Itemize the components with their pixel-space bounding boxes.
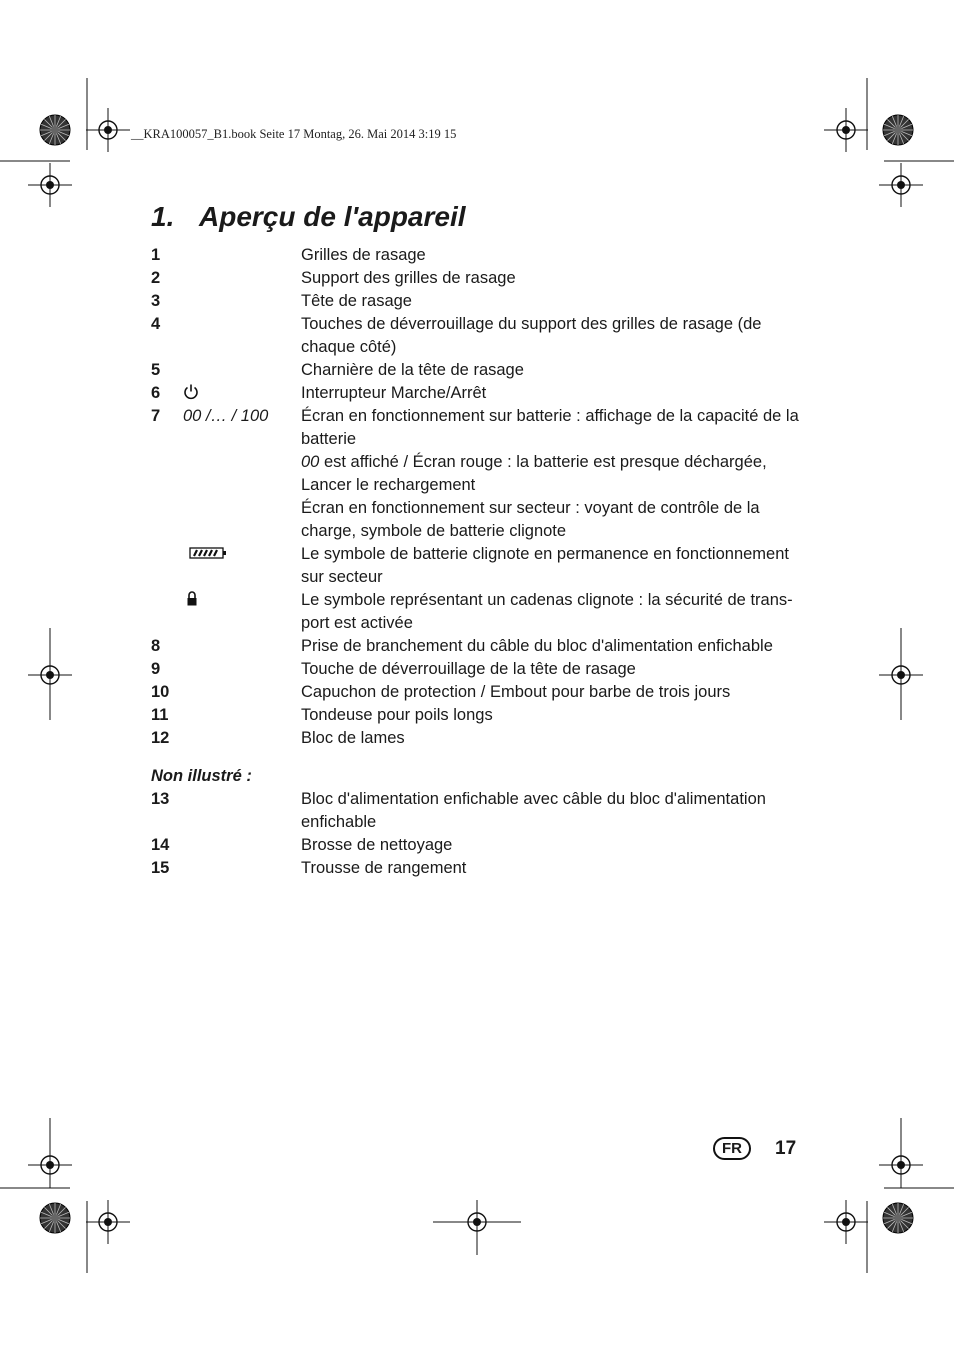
item-number: 2: [151, 269, 161, 287]
item-text: Support des grilles de rasage: [301, 269, 516, 287]
item-text: Capuchon de protection / Embout pour barbe de trois jours: [301, 683, 731, 701]
list-item: [151, 244, 801, 267]
item-text: Charnière de la tête de rasage: [301, 361, 524, 379]
item-text: 00 est affiché / Écran rouge : la batterie est presque déchargée, Lancer le rechargement: [301, 453, 767, 494]
item-text: Prise de branchement du câble du bloc d'alimentation enfichable: [301, 637, 773, 655]
item-text: Le symbole représentant un cadenas clignote : la sécurité de trans-port est activée: [301, 591, 793, 632]
not-shown-heading: Non illustré :: [151, 767, 252, 785]
item-text: Écran en fonctionnement sur batterie : affichage de la capacité de la batterie: [301, 407, 799, 448]
list-item: [151, 834, 801, 857]
list-item: [151, 290, 801, 313]
item-text: Tête de rasage: [301, 292, 412, 310]
print-slug: __KRA100057_B1.book Seite 17 Montag, 26. Mai 2014 3:19 15: [131, 127, 457, 141]
item-number: 1: [151, 246, 161, 264]
list-item: [151, 635, 801, 658]
list-item-continuation: [151, 497, 801, 543]
item-text: Bloc de lames: [301, 729, 405, 747]
list-item: [151, 405, 801, 451]
lock-icon: [186, 589, 198, 612]
item-number: 10: [151, 683, 170, 701]
list-item: [151, 543, 801, 589]
item-text: Grilles de rasage: [301, 246, 426, 264]
list-item-continuation: [151, 451, 801, 497]
power-icon: [183, 382, 199, 405]
item-text: Écran en fonctionnement sur secteur : voyant de contrôle de la charge, symbole de batterie clignote: [301, 499, 760, 540]
list-item: [151, 727, 801, 750]
list-item: [151, 589, 801, 635]
item-text: Touche de déverrouillage de la tête de rasage: [301, 660, 636, 678]
item-text: Brosse de nettoyage: [301, 836, 453, 854]
list-item: [151, 857, 801, 880]
item-number: 11: [151, 706, 169, 724]
item-text: Tondeuse pour poils longs: [301, 706, 493, 724]
section-title: [151, 201, 466, 233]
section-number: 1.: [151, 201, 175, 232]
item-number: 15: [151, 859, 170, 877]
item-number: 12: [151, 729, 170, 747]
display-range-label: 00 /… / 100: [183, 407, 269, 425]
list-item: [151, 313, 801, 359]
item-text: Touches de déverrouillage du support des grilles de rasage (de chaque côté): [301, 315, 762, 356]
battery-icon: [189, 543, 227, 566]
item-number: 9: [151, 660, 161, 678]
item-text: Bloc d'alimentation enfichable avec câble du bloc d'alimentation enfichable: [301, 790, 766, 831]
section-title-text: Aperçu de l'appareil: [199, 201, 466, 232]
item-number: 5: [151, 361, 161, 379]
item-text: Le symbole de batterie clignote en permanence en fonctionnement sur secteur: [301, 545, 789, 586]
list-item: [151, 788, 801, 834]
item-number: 8: [151, 637, 161, 655]
item-number: 13: [151, 790, 170, 808]
language-badge: FR: [713, 1137, 751, 1160]
item-number: 7: [151, 407, 161, 425]
item-text: Trousse de rangement: [301, 859, 467, 877]
list-item: [151, 704, 801, 727]
list-item: [151, 658, 801, 681]
item-number: 6: [151, 384, 161, 402]
item-number: 4: [151, 315, 161, 333]
list-item: [151, 359, 801, 382]
item-number: 3: [151, 292, 161, 310]
parts-list: [151, 244, 801, 880]
list-item: [151, 267, 801, 290]
item-number: 14: [151, 836, 170, 854]
page-footer: [713, 1137, 796, 1160]
page-number: 17: [775, 1137, 797, 1159]
list-item: [151, 681, 801, 704]
item-text: Interrupteur Marche/Arrêt: [301, 384, 487, 402]
list-item: [151, 382, 801, 405]
